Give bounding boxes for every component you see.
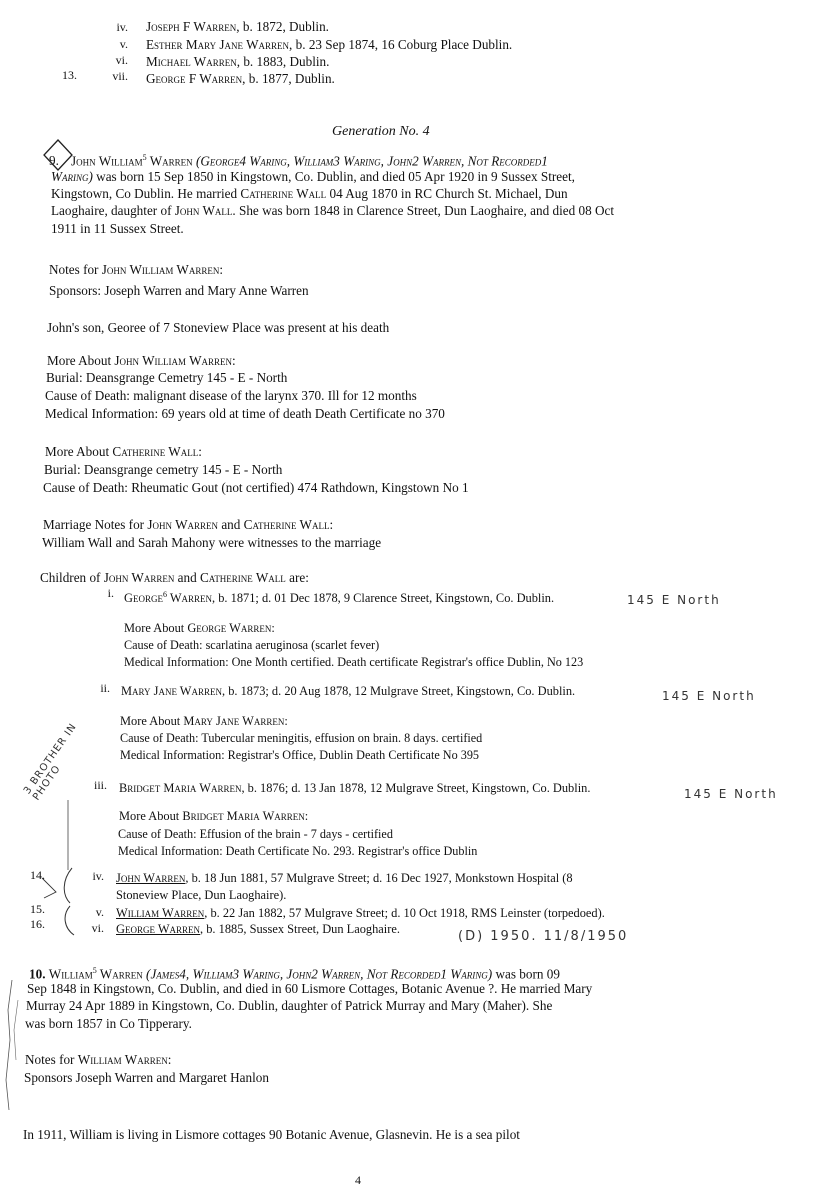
- cause-line: Cause of Death: Tubercular meningitis, effusion on brain. 8 days. certified: [120, 731, 483, 745]
- cause-line: Cause of Death: scarlatina aeruginosa (scarlet fever): [124, 638, 380, 652]
- entry-9-line-3: Kingstown, Co Dublin. He married Catherine Wall 04 Aug 1870 in RC Church St. Michael, Dun: [51, 186, 568, 201]
- entry-9-line-5: 1911 in 11 Sussex Street.: [51, 221, 184, 236]
- roman-numeral: vii.: [112, 69, 128, 83]
- son-note: John's son, Georee of 7 Stoneview Place was present at his death: [47, 320, 390, 335]
- child-number: 13.: [62, 68, 77, 82]
- sponsors-line: Sponsors: Joseph Warren and Mary Anne Warren: [49, 283, 309, 298]
- child-entry-continued: Stoneview Place, Dun Laoghaire).: [116, 888, 287, 902]
- child-number: 16.: [30, 917, 45, 931]
- margin-scribble: [6, 980, 12, 1110]
- entry-9-line-2: Waring) was born 15 Sep 1850 in Kingstown, Co. Dublin, and died 05 Apr 1920 in 9 Sussex Street,: [51, 169, 575, 184]
- child-entry: John Warren, b. 18 Jun 1881, 57 Mulgrave Street; d. 16 Dec 1927, Monkstown Hospital (8: [116, 871, 573, 885]
- margin-handwritten-note: 3 BROTHER IN PHOTO: [22, 721, 80, 803]
- entry-10-line-2: Sep 1848 in Kingstown, Co. Dublin, and died in 60 Lismore Cottages, Botanic Avenue ?. He married Mary: [27, 981, 593, 996]
- child-entry: George F Warren, b. 1877, Dublin.: [146, 71, 335, 86]
- roman-numeral: vi.: [91, 921, 104, 935]
- child-number: 14.: [30, 868, 45, 882]
- child-entry: Bridget Maria Warren, b. 1876; d. 13 Jan 1878, 12 Mulgrave Street, Kingstown, Co. Dublin.: [119, 781, 591, 795]
- cause-line: Cause of Death: malignant disease of the larynx 370. Ill for 12 months: [45, 388, 417, 403]
- child-entry: Michael Warren, b. 1883, Dublin.: [146, 54, 330, 69]
- roman-numeral: v.: [119, 37, 128, 51]
- handwritten-grave: 145 E North: [662, 689, 756, 703]
- roman-numeral: v.: [95, 905, 104, 919]
- entry-10-line-3: Murray 24 Apr 1889 in Kingstown, Co. Dublin, daughter of Patrick Murray and Mary (Maher). She: [26, 998, 553, 1013]
- sponsors-line: Sponsors Joseph Warren and Margaret Hanlon: [24, 1070, 269, 1085]
- medical-line: Medical Information: Death Certificate No. 293. Registrar's office Dublin: [118, 844, 478, 858]
- child-entry: Esther Mary Jane Warren, b. 23 Sep 1874, 16 Coburg Place Dublin.: [146, 37, 513, 52]
- medical-line: Medical Information: Registrar's Office, Dublin Death Certificate No 395: [120, 748, 480, 762]
- more-about-heading: More About John William Warren:: [47, 353, 236, 368]
- marriage-notes-heading: Marriage Notes for John Warren and Catherine Wall:: [43, 517, 334, 532]
- notes-heading: Notes for John William Warren:: [49, 262, 224, 277]
- spouse-more-heading: More About Catherine Wall:: [45, 444, 202, 459]
- entry-9-line-1: 9. John William$^5$ Warren (George4 Waring, William3 Waring, John2 Warren, Not Recorded1: [49, 153, 548, 169]
- spouse-cause-line: Cause of Death: Rheumatic Gout (not certified) 474 Rathdown, Kingstown No 1: [43, 480, 469, 495]
- roman-numeral: iv.: [116, 20, 128, 34]
- entry-10-line-4: was born 1857 in Co Tipperary.: [25, 1016, 192, 1031]
- roman-numeral: i.: [107, 586, 114, 600]
- more-about-heading: More About George Warren:: [124, 621, 275, 635]
- entry-9-line-4: Laoghaire, daughter of John Wall. She was born 1848 in Clarence Street, Dun Laoghaire, and died 08 Oct: [51, 203, 615, 218]
- child-entry: Mary Jane Warren, b. 1873; d. 20 Aug 1878, 12 Mulgrave Street, Kingstown, Co. Dublin.: [121, 684, 576, 698]
- burial-line: Burial: Deansgrange Cemetry 145 - E - North: [46, 370, 288, 385]
- child-number: 15.: [30, 902, 45, 916]
- roman-numeral: ii.: [100, 681, 110, 695]
- roman-numeral: iv.: [92, 869, 104, 883]
- medical-line: Medical Information: One Month certified. Death certificate Registrar's office Dublin, No 123: [124, 655, 584, 669]
- bracket-mark: [64, 868, 74, 935]
- notes-heading: Notes for William Warren:: [25, 1052, 172, 1067]
- more-about-heading: More About Bridget Maria Warren:: [119, 809, 309, 823]
- generation-title: Generation No. 4: [332, 124, 430, 139]
- entry-10-line-1: 10. William$^5$ Warren (James4, William3 Waring, John2 Warren, Not Recorded1 Waring) was born 09: [29, 966, 560, 982]
- census-note: In 1911, William is living in Lismore cottages 90 Botanic Avenue, Glasnevin. He is a sea pilot: [23, 1127, 520, 1142]
- children-heading: Children of John Warren and Catherine Wall are:: [40, 570, 309, 585]
- handwritten-death-note: (D) 1950. 11/8/1950: [458, 929, 629, 944]
- spouse-burial-line: Burial: Deansgrange cemetry 145 - E - North: [44, 462, 283, 477]
- medical-line: Medical Information: 69 years old at time of death Death Certificate no 370: [45, 406, 445, 421]
- page-number: 4: [355, 1173, 361, 1187]
- child-entry: George$^6$ Warren, b. 1871; d. 01 Dec 1878, 9 Clarence Street, Kingstown, Co. Dublin.: [124, 590, 555, 606]
- handwritten-grave: 145 E North: [627, 593, 721, 607]
- child-entry: George Warren, b. 1885, Sussex Street, Dun Laoghaire.: [116, 922, 400, 936]
- cause-line: Cause of Death: Effusion of the brain - 7 days - certified: [118, 827, 393, 841]
- marriage-note: William Wall and Sarah Mahony were witnesses to the marriage: [42, 535, 382, 550]
- entry-9-number: 9.: [49, 153, 59, 169]
- child-entry: William Warren, b. 22 Jan 1882, 57 Mulgrave Street; d. 10 Oct 1918, RMS Leinster (torpedoed).: [116, 906, 605, 920]
- entry-10-number: 10.: [29, 966, 46, 982]
- child-entry: Joseph F Warren, b. 1872, Dublin.: [146, 19, 329, 34]
- more-about-heading: More About Mary Jane Warren:: [120, 714, 288, 728]
- roman-numeral: iii.: [93, 778, 107, 792]
- handwritten-grave: 145 E North: [684, 787, 778, 801]
- roman-numeral: vi.: [115, 53, 128, 67]
- margin-scribble: [14, 1000, 18, 1060]
